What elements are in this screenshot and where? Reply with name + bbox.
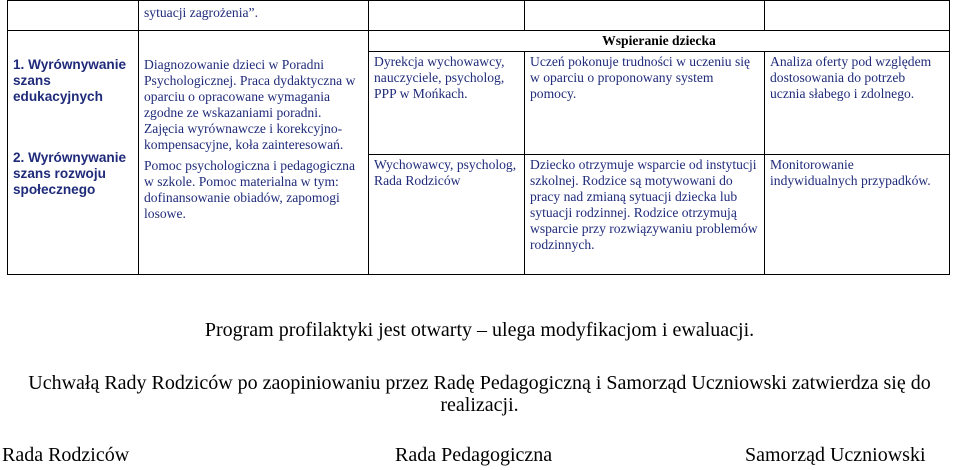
area-2-label: 2. Wyrównywanie szans rozwoju społecznego	[13, 150, 127, 197]
area-1-label: 1. Wyrównywanie szans edukacyjnych	[13, 57, 127, 104]
responsible-2-text: Wychowawcy, psycholog, Rada Rodziców	[369, 155, 525, 275]
table-cell-empty	[8, 1, 139, 31]
table-cell-areas	[8, 31, 139, 275]
table-row-continued	[8, 1, 950, 31]
table-cell-activities	[139, 31, 369, 275]
table-header-support: Wspieranie dziecka	[369, 31, 950, 52]
signatures-row	[0, 444, 959, 468]
activities-1-text: Diagnozowanie dzieci w Poradni Psychologicznej. Praca dydaktyczna w oparciu o opracowane wymagania zgodne ze wskazaniami poradni. Zajęcia wyrównawcze i korekcyjno-kompensacyjne, koła zainteresowań.	[144, 57, 356, 152]
evaluation-2-text: Monitorowanie indywidualnych przypadków.	[765, 155, 950, 275]
effect-2-text: Dziecko otrzymuje wsparcie od instytucji szkolnej. Rodzice są motywowani do pracy nad zmianą sytuacji dziecka lub sytuacji rodzinnej. Rodzice otrzymują wsparcie przy rozwiązywaniu problemów rodzinnych.	[525, 155, 765, 275]
responsible-1-text: Dyrekcja wychowawcy, nauczyciele, psycholog, PPP w Mońkach.	[369, 52, 525, 155]
statement-open-program: Program profilaktyki jest otwarty – ulega modyfikacjom i ewaluacji.	[204, 319, 755, 341]
signature-student-council: Samorząd Uczniowski	[745, 444, 926, 466]
activities-2-text: Pomoc psychologiczna i pedagogiczna w szkole. Pomoc materialna w tym: dofinansowanie obiadów, zapomogi losowe.	[144, 158, 356, 221]
table-row-header	[8, 31, 950, 52]
program-table	[7, 0, 950, 275]
signature-parents-council: Rada Rodziców	[2, 444, 130, 466]
evaluation-1-text: Analiza oferty pod względem dostosowania do potrzeb ucznia słabego i zdolnego.	[765, 52, 950, 155]
table-cell-empty	[369, 1, 525, 31]
table-cell-continued-text: sytuacji zagrożenia”.	[139, 1, 369, 31]
signature-teachers-council: Rada Pedagogiczna	[395, 444, 553, 466]
effect-1-text: Uczeń pokonuje trudności w uczeniu się w oparciu o proponowany system pomocy.	[525, 52, 765, 155]
statement-approval: Uchwałą Rady Rodziców po zaopiniowaniu przez Radę Pedagogiczną i Samorząd Uczniowski zatwierdza się do realizacji.	[28, 372, 931, 416]
table-cell-empty	[525, 1, 765, 31]
table-cell-empty	[765, 1, 950, 31]
